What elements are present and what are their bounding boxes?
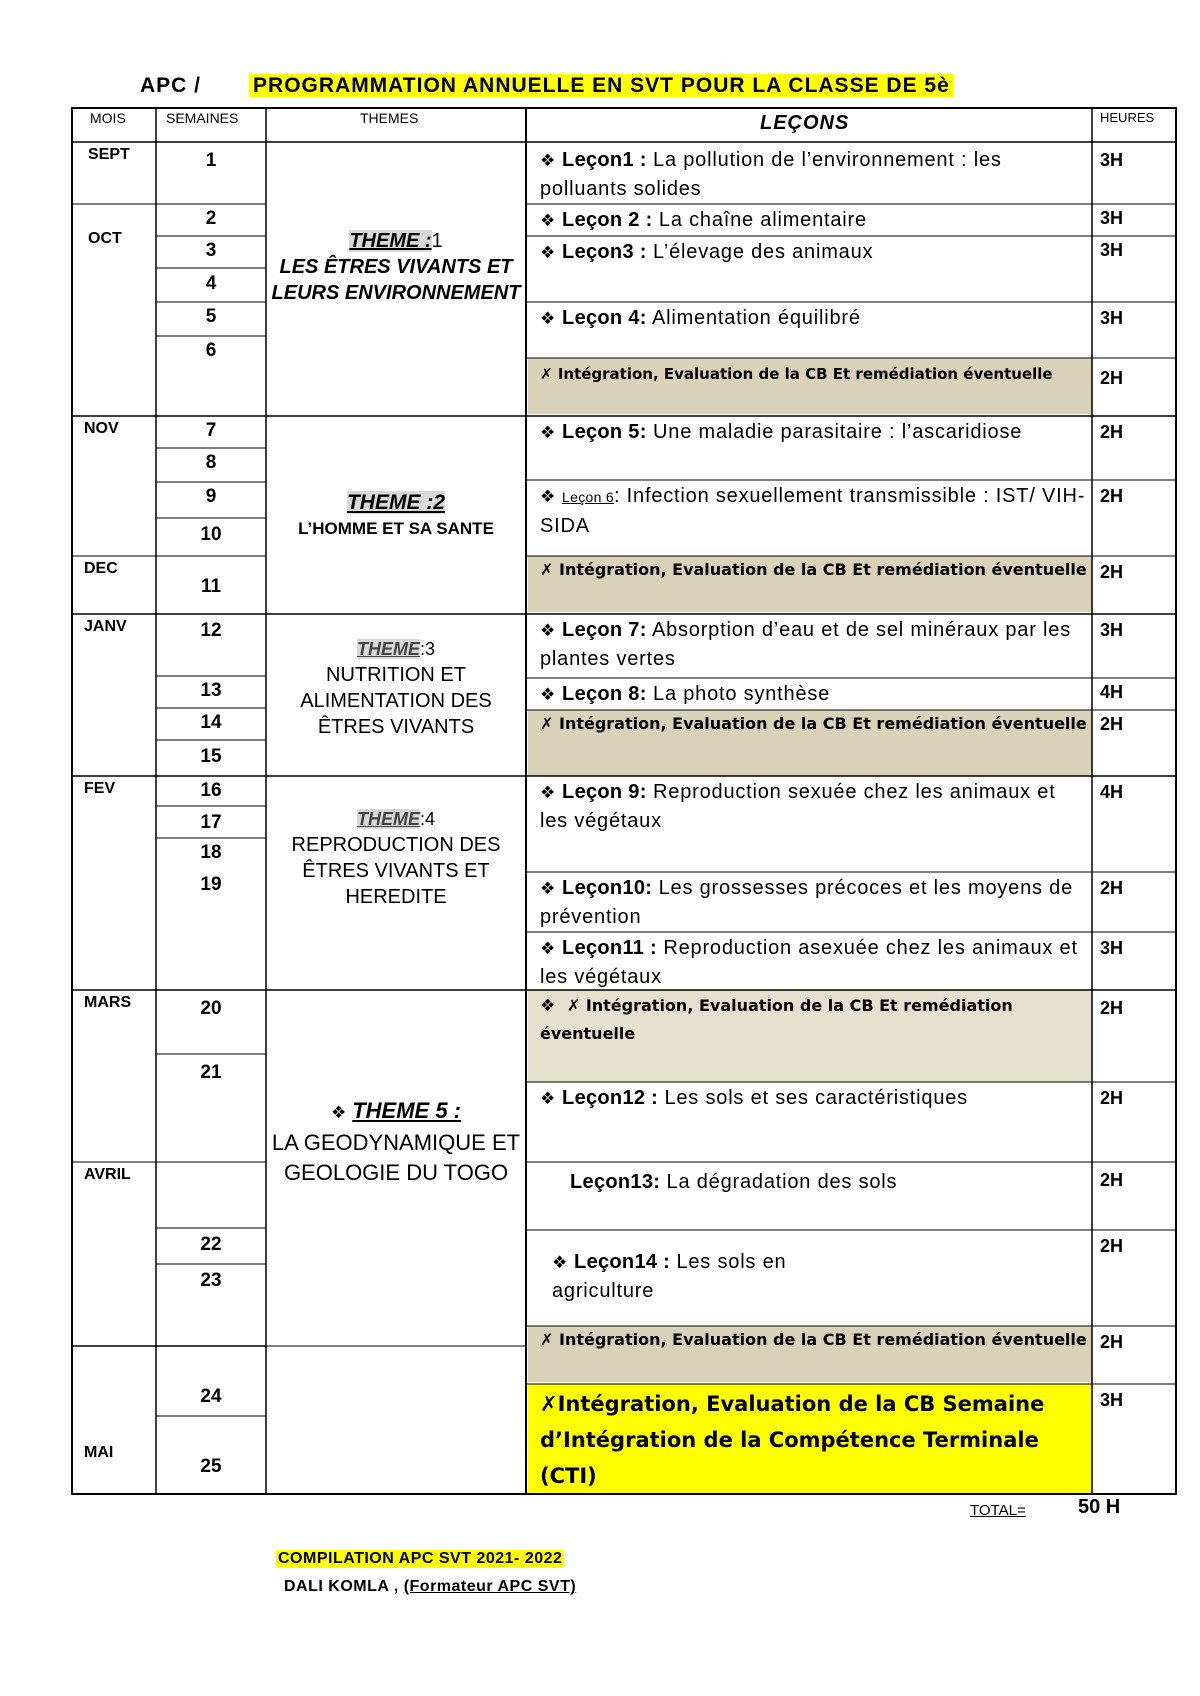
diamond-bullet-icon: ❖ [540,211,557,230]
week-17: 17 [200,812,222,833]
month-dec: DEC [84,560,118,577]
header-mois: MOIS [90,110,126,126]
hours-11: 2H [1100,714,1124,734]
hours-15: 2H [1100,998,1124,1018]
month-oct: OCT [88,230,122,247]
theme-2: THEME :2 L’HOMME ET SA SANTE [298,491,494,538]
page-title: APC / PROGRAMMATION ANNUELLE EN SVT POUR LA CLASSE DE 5è [140,74,954,98]
lesson-9: ❖ Leçon 9: Reproduction sexuée chez les animaux et les végétaux [540,781,1056,832]
week-1: 1 [205,150,217,171]
week-5: 5 [205,306,217,327]
header-heures: HEURES [1100,110,1155,125]
diamond-bullet-icon: ❖ [330,1103,347,1122]
hours-3: 3H [1100,240,1124,260]
month-avril: AVRIL [84,1166,131,1183]
week-18: 18 [200,842,222,863]
theme-4: THEME:4 REPRODUCTION DES ÊTRES VIVANTS ET HEREDITE [291,809,501,908]
diamond-outline-bullet-icon: ❖ [540,939,557,958]
week-23: 23 [200,1270,222,1291]
lesson-2: ❖ Leçon 2 : La chaîne alimentaire [540,209,867,231]
week-7: 7 [205,420,217,441]
compilation-label: COMPILATION APC SVT 2021- 2022 [278,1550,563,1567]
integration-row-1: ✗ Intégration, Evaluation de la CB Et remédiation éventuelle [540,365,1053,383]
lesson-12: ❖ Leçon12 : Les sols et ses caractéristiques [540,1087,968,1109]
diamond-outline-bullet-icon: ❖ [540,783,557,802]
integration-row-5: ✗ Intégration, Evaluation de la CB Et remédiation éventuelle [540,1330,1087,1349]
week-10: 10 [200,524,222,545]
pen-icon: ✗ [540,560,554,579]
month-nov: NOV [84,420,119,437]
pen-icon: ✗ [540,1330,554,1349]
lesson-5: ❖ Leçon 5: Une maladie parasitaire : l’ascaridiose [540,421,1023,443]
diamond-outline-bullet-icon: ❖ [540,879,557,898]
week-8: 8 [205,452,217,473]
week-14: 14 [200,712,222,733]
pen-icon: ✗ [566,996,581,1015]
week-22: 22 [200,1234,222,1255]
week-11: 11 [200,576,222,597]
week-19: 19 [200,874,222,895]
hours-5: 2H [1100,368,1124,388]
lesson-3: ❖ Leçon3 : L’élevage des animaux [540,241,874,263]
integration-row-2: ✗ Intégration, Evaluation de la CB Et remédiation éventuelle [540,560,1087,579]
integration-row-4: ❖ ✗ Intégration, Evaluation de la CB Et remédiation éventuelle [540,996,1013,1043]
week-12: 12 [200,620,222,641]
week-15: 15 [200,746,222,767]
week-24: 24 [200,1386,222,1407]
lesson-1: ❖ Leçon1 : La pollution de l’environnement : les polluants solides [540,149,1002,200]
month-mars: MARS [84,994,132,1011]
total-label: TOTAL= [970,1502,1026,1519]
month-mai: MAI [84,1444,114,1461]
hours-16: 2H [1100,1088,1124,1108]
pen-icon: ✗ [540,714,554,733]
week-4: 4 [205,273,217,294]
diamond-outline-bullet-icon: ❖ [540,685,557,704]
lesson-11: ❖ Leçon11 : Reproduction asexuée chez les animaux et les végétaux [540,937,1078,988]
pen-icon: ✗ [540,1392,558,1416]
header-semaines: SEMAINES [166,110,239,126]
diamond-bullet-icon: ❖ [540,996,556,1016]
diamond-bullet-icon: ❖ [552,1253,569,1272]
week-16: 16 [200,780,222,801]
theme-1: THEME :1 LES ÊTRES VIVANTS ET LEURS ENVIRONNEMENT [271,230,521,304]
integration-cti: ✗Intégration, Evaluation de la CB Semaine d’Intégration de la Compétence Terminale (CTI) [540,1392,1045,1488]
theme-3: THEME:3 NUTRITION ET ALIMENTATION DES ÊTRES VIVANTS [300,639,492,738]
lesson-6: ❖ Leçon 6: Infection sexuellement transmissible : IST/ VIH-SIDA [540,485,1086,537]
week-21: 21 [200,1062,222,1083]
hours-4: 3H [1100,308,1124,328]
total-value: 50 H [1078,1496,1121,1518]
lesson-7: ❖ Leçon 7: Absorption d’eau et de sel minéraux par les plantes vertes [540,619,1072,670]
lesson-10: ❖ Leçon10: Les grossesses précoces et les moyens de prévention [540,877,1074,928]
hours-17: 2H [1100,1170,1124,1190]
week-2: 2 [205,208,217,229]
diamond-bullet-icon: ❖ [540,151,557,170]
hours-7: 2H [1100,486,1124,506]
pen-icon: ✗ [540,365,553,383]
integration-row-3: ✗ Intégration, Evaluation de la CB Et remédiation éventuelle [540,714,1087,733]
hours-6: 2H [1100,422,1124,442]
lesson-4: ❖ Leçon 4: Alimentation équilibré [540,307,861,329]
hours-13: 2H [1100,878,1124,898]
month-fev: FEV [84,780,116,797]
week-13: 13 [200,680,222,701]
week-3: 3 [205,240,217,261]
month-sept: SEPT [88,146,130,163]
hours-9: 3H [1100,620,1124,640]
diamond-bullet-icon: ❖ [540,621,557,640]
diamond-bullet-icon: ❖ [540,423,557,442]
hours-2: 3H [1100,208,1124,228]
hours-10: 4H [1100,682,1124,702]
lesson-14: ❖ Leçon14 : Les sols en agriculture [552,1251,787,1302]
hours-20: 3H [1100,1390,1124,1410]
lesson-13: Leçon13: La dégradation des sols [570,1171,898,1193]
hours-14: 3H [1100,938,1124,958]
week-25: 25 [200,1456,222,1477]
author-line: DALI KOMLA , (Formateur APC SVT) [284,1578,577,1595]
hours-19: 2H [1100,1332,1124,1352]
diamond-bullet-icon: ❖ [540,243,557,262]
theme-5: ❖ THEME 5 : LA GEODYNAMIQUE ET GEOLOGIE DU TOGO [271,1098,521,1185]
week-20: 20 [200,998,222,1019]
month-janv: JANV [84,618,127,635]
hours-12: 4H [1100,782,1124,802]
hours-8: 2H [1100,562,1124,582]
diamond-bullet-icon: ❖ [540,309,557,328]
week-6: 6 [205,340,217,361]
week-9: 9 [205,486,217,507]
header-themes: THEMES [360,110,419,126]
diamond-bullet-icon: ❖ [540,1089,557,1108]
header-lecons: LEÇONS [760,112,850,134]
diamond-outline-bullet-icon: ❖ [540,487,557,506]
lesson-8: ❖ Leçon 8: La photo synthèse [540,683,831,705]
hours-1: 3H [1100,150,1124,170]
hours-18: 2H [1100,1236,1124,1256]
